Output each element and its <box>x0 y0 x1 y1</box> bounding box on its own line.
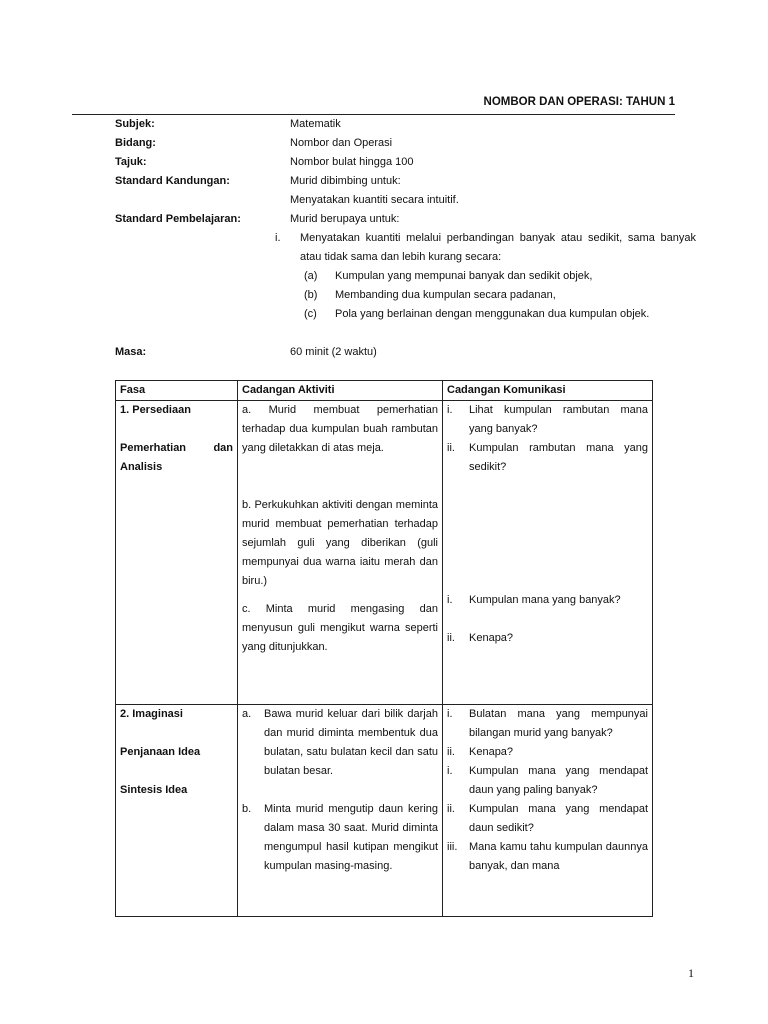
item-marker: ii. <box>447 803 455 815</box>
aktiviti-a: a. Murid membuat pemerhatian terhadap dua kumpulan buah rambutan yang diletakkan di atas meja. <box>242 404 438 454</box>
tajuk-value: Nombor bulat hingga 100 <box>290 156 414 168</box>
fasa-title: 2. Imaginasi <box>120 708 183 720</box>
sp-item-b-text: Membanding dua kumpulan secara padanan, <box>335 289 556 301</box>
list-item <box>242 705 438 781</box>
masa-value: 60 minit (2 waktu) <box>290 346 377 358</box>
item-text: Mana kamu tahu kumpulan daunnya banyak, dan mana <box>469 841 648 872</box>
page-number: 1 <box>688 966 694 980</box>
item-text: Minta murid mengutip daun kering dalam masa 30 saat. Murid diminta mengumpul hasil kutipan mengikut kumpulan masing-masing. <box>264 803 438 872</box>
fasa-subtitle-1: Pemerhatian dan <box>120 442 233 454</box>
list-item <box>447 838 648 876</box>
sp-item-c-marker: (c) <box>304 308 317 320</box>
fasa-cell <box>116 705 238 917</box>
list-item <box>447 762 648 800</box>
sp-item-i-text: Menyatakan kuantiti melalui perbandingan banyak atau sedikit, sama banyak atau tidak sama dan lebih kurang secara: <box>300 232 696 263</box>
fasa-title: 1. Persediaan <box>120 404 191 416</box>
sp-item-c-text: Pola yang berlainan dengan menggunakan dua kumpulan objek. <box>335 308 650 320</box>
standard-pembelajaran-line-1: Murid berupaya untuk: <box>290 213 400 225</box>
header-rule <box>72 114 675 115</box>
table-row <box>116 705 653 917</box>
standard-kandungan-line-2: Menyatakan kuantiti secara intuitif. <box>290 194 459 206</box>
sp-item-a-marker: (a) <box>304 270 318 282</box>
item-text: Kumpulan rambutan mana yang sedikit? <box>469 442 648 473</box>
aktiviti-c: c. Minta murid mengasing dan menyusun guli mengikut warna seperti yang ditunjukkan. <box>242 603 438 653</box>
item-marker: i. <box>447 708 453 720</box>
sp-item-i-marker: i. <box>275 232 281 244</box>
header-cadangan-aktiviti: Cadangan Aktiviti <box>238 381 443 401</box>
item-marker: i. <box>447 404 453 416</box>
item-marker: i. <box>447 765 453 777</box>
fasa-subtitle-1: Penjanaan Idea <box>120 746 201 758</box>
standard-kandungan-line-1: Murid dibimbing untuk: <box>290 175 401 187</box>
item-text: Kenapa? <box>469 632 514 644</box>
item-marker: iii. <box>447 841 458 853</box>
list-item <box>447 591 648 610</box>
aktiviti-cell <box>238 705 443 917</box>
standard-pembelajaran-label: Standard Pembelajaran: <box>115 213 241 225</box>
item-text: Kenapa? <box>469 746 514 758</box>
list-item <box>447 743 648 762</box>
item-text: Kumpulan mana yang banyak? <box>469 594 621 606</box>
list-item <box>447 800 648 838</box>
item-text: Lihat kumpulan rambutan mana yang banyak? <box>469 404 648 435</box>
komunikasi-cell <box>443 401 653 705</box>
aktiviti-cell <box>238 401 443 705</box>
list-item <box>447 629 648 648</box>
bidang-value: Nombor dan Operasi <box>290 137 393 149</box>
item-marker: i. <box>447 594 453 606</box>
item-marker: a. <box>242 708 252 720</box>
aktiviti-b: b. Perkukuhkan aktiviti dengan meminta murid membuat pemerhatian terhadap sejumlah guli yang diberikan (guli mempunyai dua warna iaitu merah dan biru.) <box>242 499 438 587</box>
header-cadangan-komunikasi: Cadangan Komunikasi <box>443 381 653 401</box>
standard-kandungan-label: Standard Kandungan: <box>115 175 230 187</box>
sp-item-b-marker: (b) <box>304 289 318 301</box>
tajuk-label: Tajuk: <box>115 156 147 168</box>
bidang-label: Bidang: <box>115 137 156 149</box>
fasa-subtitle-2: Sintesis Idea <box>120 784 188 796</box>
sp-item-a-text: Kumpulan yang mempunai banyak dan sedikit objek, <box>335 270 593 282</box>
list-item <box>242 800 438 876</box>
item-text: Bulatan mana yang mempunyai bilangan murid yang banyak? <box>469 708 648 739</box>
item-marker: b. <box>242 803 252 815</box>
activity-table <box>115 380 653 917</box>
item-marker: ii. <box>447 442 455 454</box>
list-item <box>447 401 648 439</box>
fasa-cell <box>116 401 238 705</box>
item-text: Kumpulan mana yang mendapat daun sedikit? <box>469 803 648 834</box>
page-header-title: NOMBOR DAN OPERASI: TAHUN 1 <box>483 96 675 108</box>
table-header-row <box>116 381 653 401</box>
fasa-subtitle-2: Analisis <box>120 461 163 473</box>
masa-label: Masa: <box>115 346 147 358</box>
subjek-value: Matematik <box>290 118 341 130</box>
subjek-label: Subjek: <box>115 118 155 130</box>
item-text: Kumpulan mana yang mendapat daun yang paling banyak? <box>469 765 648 796</box>
komunikasi-cell <box>443 705 653 917</box>
header-fasa: Fasa <box>116 381 238 401</box>
table-row <box>116 401 653 705</box>
item-marker: ii. <box>447 632 455 644</box>
list-item <box>447 705 648 743</box>
item-marker: ii. <box>447 746 455 758</box>
item-text: Bawa murid keluar dari bilik darjah dan murid diminta membentuk dua bulatan, satu bulatan kecil dan satu bulatan besar. <box>264 708 438 777</box>
list-item <box>447 439 648 477</box>
